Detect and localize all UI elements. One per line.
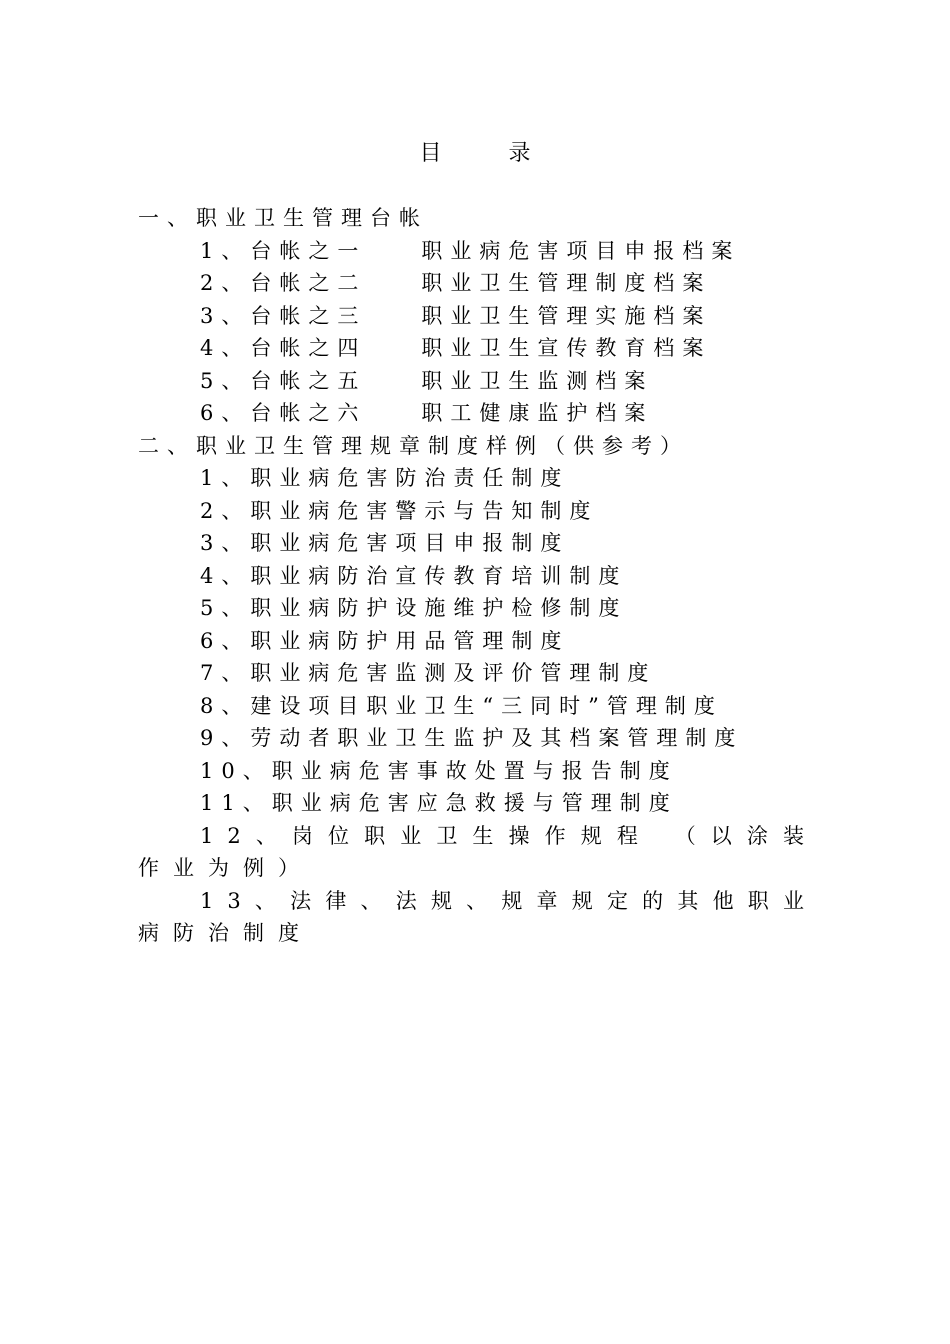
toc-entry: 4、职业病防治宣传教育培训制度 [200,563,628,588]
toc-entry: 1、职业病危害防治责任制度 [200,466,570,490]
entry-number: 1、 [200,238,251,263]
toc-entry [138,397,818,430]
toc-entry: 11、职业病危害应急救援与管理制度 [200,791,678,815]
entry-label: 台帐之六 [250,401,367,425]
section-heading-ledger: 一、职业卫生管理台帐 [138,206,428,230]
toc-entry: 3、职业病危害项目申报制度 [200,531,570,555]
section-heading-regulations: 二、职业卫生管理规章制度样例（供参考） [138,433,689,458]
toc-entry [138,365,818,398]
entry-number: 4、 [200,336,251,360]
entry-number: 2、 [200,271,251,295]
toc-entry [138,300,818,333]
entry-text: 职业卫生管理实施档案 [421,303,712,328]
toc-entry: 9、劳动者职业卫生监护及其档案管理制度 [200,726,744,750]
entry-text: 职工健康监护档案 [421,401,654,425]
entry-text: 职业卫生宣传教育档案 [421,336,712,360]
toc-entry [138,267,818,300]
page-title: 目 录 [419,141,561,166]
entry-text: 职业卫生管理制度档案 [421,271,712,295]
entry-label: 台帐之二 [250,271,367,295]
entry-number: 3、 [200,303,251,328]
toc-entry [138,332,818,365]
toc-entry: 5、职业病防护设施维护检修制度 [200,596,628,620]
toc-entry: 8、建设项目职业卫生“三同时”管理制度 [200,693,723,718]
toc-entry: 2、职业病危害警示与告知制度 [200,498,599,523]
toc-entry: 10、职业病危害事故处置与报告制度 [200,758,678,783]
entry-number: 5、 [200,368,251,393]
entry-number: 6、 [200,401,251,425]
toc-entry: 6、职业病防护用品管理制度 [200,628,570,653]
toc-entry-wrapped: 13、法律、法规、规章规定的其他职业病防治制度 [138,888,818,945]
entry-text: 职业病危害项目申报档案 [421,238,741,263]
entry-label: 台帐之三 [250,303,367,328]
entry-text: 职业卫生监测档案 [421,368,654,393]
toc-entry: 7、职业病危害监测及评价管理制度 [200,661,657,685]
toc-entry [138,235,818,268]
entry-label: 台帐之四 [250,336,367,360]
entry-label: 台帐之五 [250,368,367,393]
table-of-contents [138,202,818,950]
toc-entry-wrapped: 12、岗位职业卫生操作规程 （以涂装作业为例） [138,823,818,880]
entry-label: 台帐之一 [250,238,367,263]
